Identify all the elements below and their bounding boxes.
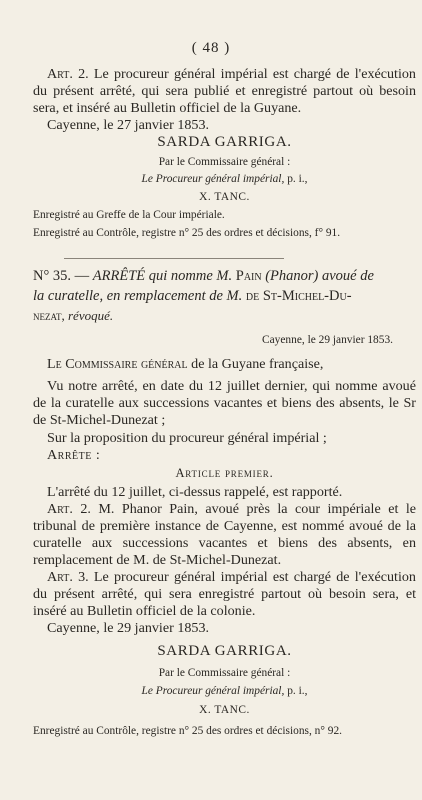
decree-title-line-2	[33, 287, 416, 306]
decree-title-line-3	[33, 306, 416, 325]
article-label: Art. 2.	[47, 66, 89, 82]
decree-number: N° 35. —	[33, 268, 90, 284]
article-premier-heading: Article premier.	[175, 466, 274, 480]
registry-line-1: Enregistré au Greffe de la Cour impériale.	[33, 209, 225, 221]
decree-title-b: (Phanor) avoué de	[265, 268, 374, 284]
decree-title-a: ARRÊTÉ qui nomme M.	[92, 268, 233, 284]
pi-note: p. i.,	[287, 173, 308, 185]
arrete-heading: Arrête :	[47, 447, 101, 463]
decree-title-line3b: révoqué.	[68, 308, 114, 323]
decree-article-2-label: Art. 2.	[47, 501, 91, 517]
decree-tanc-signature: X. TANC.	[199, 704, 250, 716]
section-divider	[64, 258, 284, 259]
decree-title-name: St-Michel-Du-	[262, 288, 352, 304]
decree-heading-rest: de la Guyane française,	[191, 356, 324, 372]
article-1-text: L'arrêté du 12 juillet, ci-dessus rappelé, est rapporté.	[47, 484, 343, 500]
decree-heading	[47, 356, 422, 373]
decree-article-2-paragraph	[33, 501, 416, 569]
registry-line-2: Enregistré au Contrôle, registre n° 25 des ordres et décisions, f° 91.	[33, 227, 341, 239]
decree-title-line2a: la curatelle, en remplacement de M.	[33, 288, 243, 304]
decree-pi-note: p. i.,	[287, 685, 308, 697]
decree-title-de: de	[245, 288, 260, 304]
decree-for-commissioner: Par le Commissaire général :	[158, 667, 291, 679]
place-date: Cayenne, le 27 janvier 1853.	[47, 117, 210, 133]
decree-place-date-2: Cayenne, le 29 janvier 1853.	[47, 620, 210, 636]
decree-registry: Enregistré au Contrôle, registre n° 25 des ordres et décisions, n° 92.	[33, 725, 342, 737]
signature: SARDA GARRIGA.	[157, 134, 292, 150]
sur-paragraph: Sur la proposition du procureur général impérial ;	[47, 430, 327, 446]
decree-title-line-1	[33, 267, 416, 286]
article-text: Le procureur général impérial est chargé de l'exécution du présent arrêté, qui sera publié et enregistré partout où besoin sera, et inséré au Bulletin officiel de la Guyane.	[33, 66, 416, 116]
procureur-title: Le Procureur général impérial,	[141, 173, 285, 185]
vu-paragraph: Vu notre arrêté, en date du 12 juillet dernier, qui nomme avoué de la curatelle aux successions vacantes et biens des absents, le Sr de St-Michel-Dunezat ;	[33, 378, 416, 428]
for-commissioner: Par le Commissaire général :	[158, 156, 291, 168]
article-2-paragraph	[33, 66, 416, 117]
tanc-signature: X. TANC.	[199, 191, 250, 203]
decree-procureur-title: Le Procureur général impérial,	[141, 685, 285, 697]
decree-signature: SARDA GARRIGA.	[157, 643, 292, 659]
page-number: ( 48 )	[191, 40, 231, 56]
decree-article-3-paragraph	[33, 569, 416, 620]
decree-article-3-text: Le procureur général impérial est chargé de l'exécution du présent arrêté, qui sera enregistré partout où besoin sera, et inséré au Bulletin officiel de la colonie.	[33, 569, 416, 619]
decree-article-3-label: Art. 3.	[47, 569, 89, 585]
procureur-line	[33, 172, 416, 186]
decree-article-2-text: M. Phanor Pain, avoué près la cour impériale et le tribunal de première instance de Cayenne, est nommé avoué de la curatelle aux successions vacantes et biens des absents, en remplacement de M. de St-Michel-Dunezat.	[33, 501, 416, 568]
decree-place-date: Cayenne, le 29 janvier 1853.	[262, 334, 393, 346]
decree-procureur-line	[33, 684, 416, 698]
decree-title-line3a: nezat,	[33, 308, 65, 323]
decree-title-pain: Pain	[235, 268, 262, 284]
decree-heading-sc: Le Commissaire général	[47, 356, 188, 372]
